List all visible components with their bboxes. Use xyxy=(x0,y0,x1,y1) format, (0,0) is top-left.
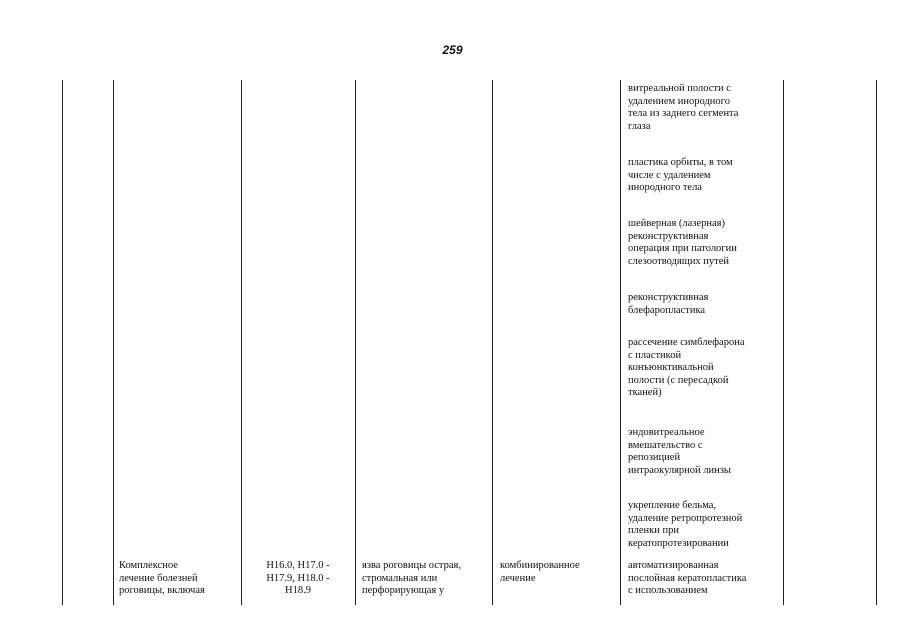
row-treatment: комбинированное лечение xyxy=(500,560,580,584)
method-text: рассечение симблефарона с пластикой конъюнктивальной полости (с пересадкой тканей) xyxy=(628,337,745,399)
method-text: шейверная (лазерная) реконструктивная операция при патологии слезоотводящих путей xyxy=(628,218,737,267)
table-rule xyxy=(492,80,493,605)
table-rule xyxy=(62,80,63,605)
table-rule xyxy=(876,80,877,605)
page-number: 259 xyxy=(442,43,463,57)
method-text: пластика орбиты, в том числе с удалением инородного тела xyxy=(628,157,733,194)
method-text: эндовитреальное вмешательство с репозицией интраокулярной линзы xyxy=(628,427,731,476)
table-rule xyxy=(620,80,621,605)
method-text: укрепление бельма, удаление ретропротезной пленки при кератопротезировании xyxy=(628,500,743,549)
method-text: витреальной полости с удалением инородного тела из заднего сегмента глаза xyxy=(628,83,739,132)
row-name: Комплексное лечение болезней роговицы, включая xyxy=(119,560,205,597)
row-method: автоматизированная послойная кератопластика с использованием xyxy=(628,560,747,597)
method-text: реконструктивная блефаропластика xyxy=(628,292,709,316)
table-rule xyxy=(113,80,114,605)
table-rule xyxy=(783,80,784,605)
table-rule xyxy=(355,80,356,605)
table-rule xyxy=(241,80,242,605)
row-codes: H16.0, H17.0 - H17.9, H18.0 - H18.9 xyxy=(266,560,330,597)
row-model: язва роговицы острая, стромальная или перфорирующая у xyxy=(362,560,462,597)
